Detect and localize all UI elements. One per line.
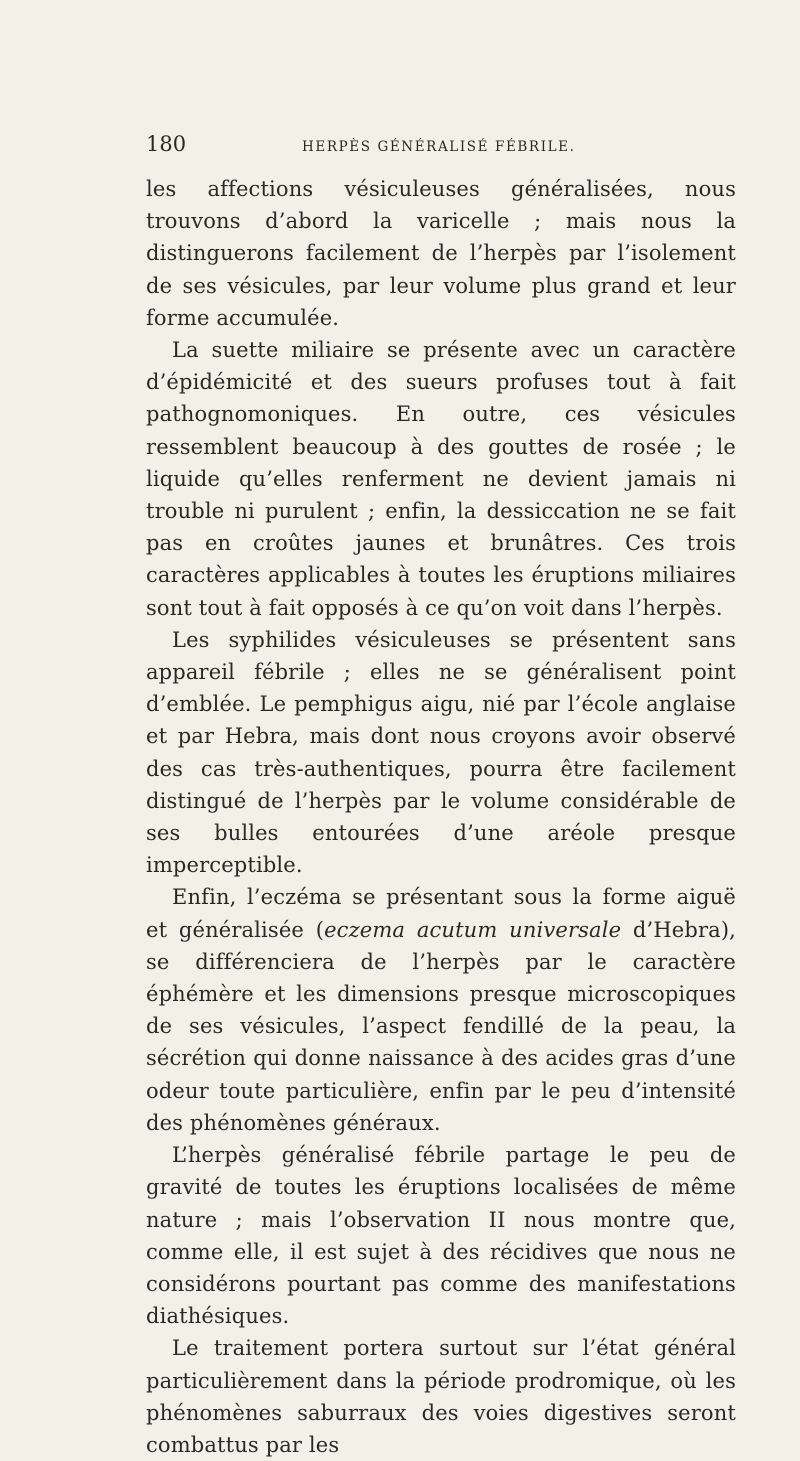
- running-title: HERPÈS GÉNÉRALISÉ FÉBRILE.: [302, 139, 576, 155]
- body-text: [146, 173, 736, 1461]
- latin-term: eczema acutum universale: [324, 917, 622, 942]
- paragraph-3: Les syphilides vésiculeuses se présentent sans appareil fébrile ; elles ne se généralisent point d’emblée. Le pemphigus aigu, nié par l’école anglaise et par Hebra, mais dont nous croyons avoir observé des cas très-authentiques, pourra être facilement distingué de l’herpès par le volume considérable de ses bulles entourées d’une aréole presque imperceptible.: [146, 627, 736, 878]
- paragraph-4-end: d’Hebra), se différenciera de l’herpès par le caractère éphémère et les dimensions presque microscopiques de ses vésicules, l’aspect fendillé de la peau, la sécrétion qui donne naissance à des acides gras d’une odeur toute particulière, enfin par le peu d’intensité des phénomènes généraux.: [146, 917, 736, 1135]
- paragraph-4: [146, 881, 736, 1139]
- paragraph-2: La suette miliaire se présente avec un caractère d’épidémicité et des sueurs profuses tout à fait pathognomoniques. En outre, ces vésicules ressemblent beaucoup à des gouttes de rosée ; le liquide qu’elles renferment ne devient jamais ni trouble ni purulent ; enfin, la dessiccation ne se fait pas en croûtes jaunes et brunâtres. Ces trois caractères applicables à toutes les éruptions miliaires sont tout à fait opposés à ce qu’on voit dans l’herpès.: [146, 338, 736, 620]
- paragraph-4-start: Enfin, l’eczéma se présentant sous la forme aiguë et généralisée (: [146, 885, 736, 942]
- paragraph-6: Le traitement portera surtout sur l’état général particulièrement dans la période prodromique, où les phénomènes saburraux des voies digestives seront combattus par les: [146, 1336, 736, 1457]
- page-number: 180: [146, 132, 187, 156]
- paragraph-1: les affections vésiculeuses généralisées, nous trouvons d’abord la varicelle ; mais nous la distinguerons facilement de l’herpès par l’isolement de ses vésicules, par leur volume plus grand et leur forme accumulée.: [146, 177, 736, 330]
- page-header: [146, 132, 736, 162]
- paragraph-5: L’herpès généralisé fébrile partage le peu de gravité de toutes les éruptions localisées de même nature ; mais l’observation II nous montre que, comme elle, il est sujet à des récidives que nous ne considérons pourtant pas comme des manifestations diathésiques.: [146, 1143, 736, 1329]
